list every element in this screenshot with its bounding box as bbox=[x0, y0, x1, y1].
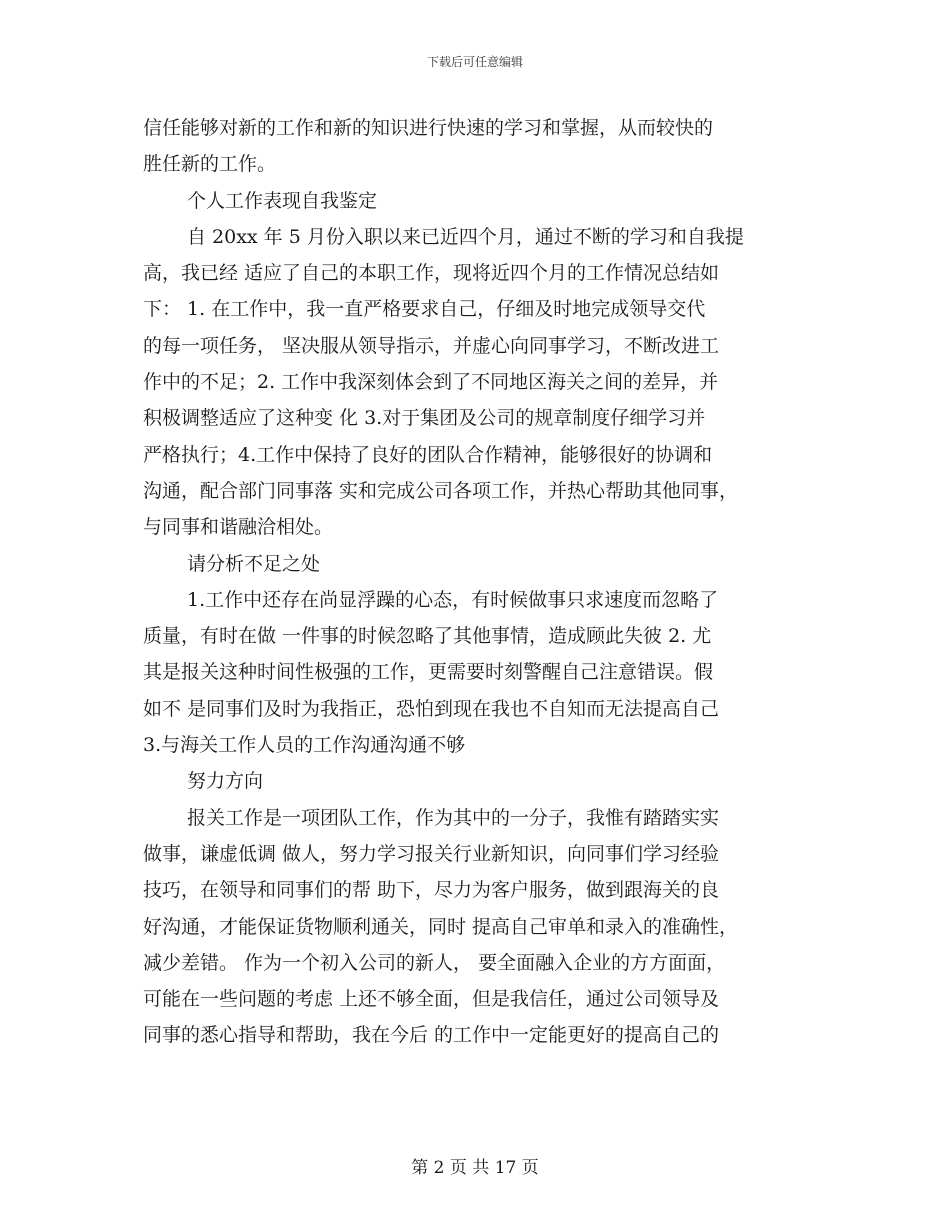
text-line: 胜任新的工作。 bbox=[143, 153, 277, 176]
page-header: 下载后可任意编辑 bbox=[426, 55, 523, 69]
paragraph-first-line: 1.工作中还存在尚显浮躁的心态，有时候做事只求速度而忽略了 bbox=[187, 588, 719, 611]
text-line: 3.与海关工作人员的工作沟通沟通不够 bbox=[143, 734, 466, 757]
text-line: 的每一项任务， 坚决服从领导指示，并虚心向同事学习，不断改进工 bbox=[143, 334, 720, 357]
text-line: 质量，有时在做 一件事的时候忽略了其他事情，造成顾此失彼 2. 尤 bbox=[143, 625, 712, 648]
text-line: 作中的不足；2. 工作中我深刻体会到了不同地区海关之间的差异，并 bbox=[143, 371, 719, 394]
text-line: 与同事和谐融洽相处。 bbox=[143, 516, 334, 539]
document-body bbox=[143, 110, 818, 1054]
text-line: 严格执行；4.工作中保持了良好的团队合作精神，能够很好的协调和 bbox=[143, 443, 713, 466]
text-line: 技巧，在领导和同事们的帮 助下，尽力为客户服务，做到跟海关的良 bbox=[143, 879, 720, 902]
section-heading: 个人工作表现自我鉴定 bbox=[187, 189, 378, 212]
text-line: 积极调整适应了这种变 化 3.对于集团及公司的规章制度仔细学习并 bbox=[143, 407, 706, 430]
text-line: 下： 1. 在工作中，我一直严格要求自己，仔细及时地完成领导交代 bbox=[143, 298, 706, 321]
text-line: 沟通，配合部门同事落 实和完成公司各项工作，并热心帮助其他同事， bbox=[143, 479, 739, 502]
text-line: 信任能够对新的工作和新的知识进行快速的学习和掌握，从而较快的 bbox=[143, 117, 714, 139]
page-number: 第 2 页 共 17 页 bbox=[411, 1158, 539, 1178]
text-line: 同事的悉心指导和帮助，我在今后 的工作中一定能更好的提高自己的 bbox=[143, 1024, 720, 1047]
paragraph-first-line: 自 20xx 年 5 月份入职以来已近四个月，通过不断的学习和自我提 bbox=[187, 225, 744, 248]
paragraph-first-line: 报关工作是一项团队工作，作为其中的一分子，我惟有踏踏实实 bbox=[187, 806, 720, 829]
text-line: 高，我已经 适应了自己的本职工作，现将近四个月的工作情况总结如 bbox=[143, 262, 720, 285]
text-line: 减少差错。 作为一个初入公司的新人， 要全面融入企业的方方面面， bbox=[143, 951, 726, 974]
section-heading: 努力方向 bbox=[187, 770, 264, 793]
text-line: 做事，谦虚低调 做人，努力学习报关行业新知识，向同事们学习经验 bbox=[143, 842, 720, 865]
section-heading: 请分析不足之处 bbox=[187, 552, 321, 575]
text-line: 如不 是同事们及时为我指正，恐怕到现在我也不自知而无法提高自己 bbox=[143, 697, 720, 720]
text-line: 可能在一些问题的考虑 上还不够全面，但是我信任，通过公司领导及 bbox=[143, 988, 720, 1011]
text-line: 好沟通，才能保证货物顺利通关，同时 提高自己审单和录入的准确性， bbox=[143, 915, 739, 938]
text-line: 其是报关这种时间性极强的工作，更需要时刻警醒自己注意错误。假 bbox=[143, 661, 714, 684]
